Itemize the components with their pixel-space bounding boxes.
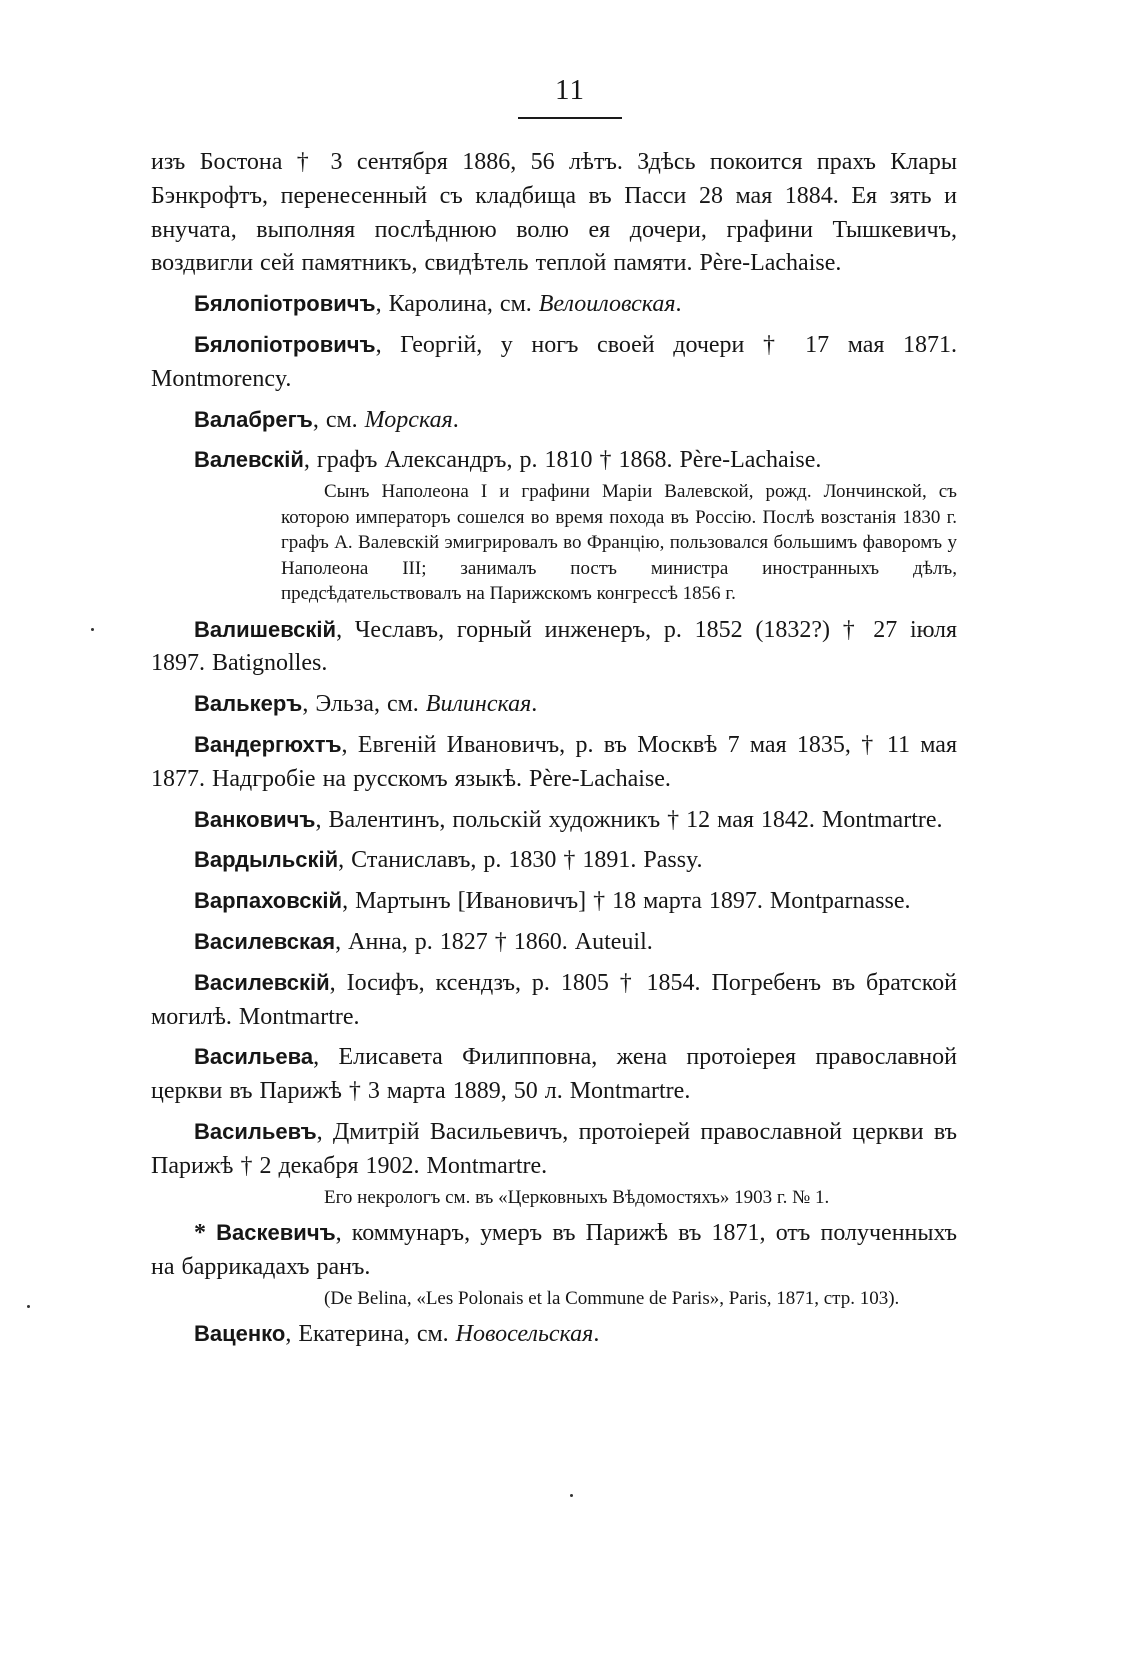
- entry-text: , Елисавета Филипповна, жена протоіерея православной церкви въ Парижѣ † 3 марта 1889, 50 л. Montmartre.: [151, 1044, 957, 1105]
- entry-text: , Валентинъ, польскій художникъ † 12 мая 1842. Montmartre.: [315, 806, 943, 833]
- entry-headword: Бялопіотровичъ: [194, 291, 376, 317]
- entry-tail: .: [593, 1321, 600, 1348]
- entry-text: , графъ Александръ, р. 1810 † 1868. Père-Lachaise.: [303, 447, 822, 474]
- entry-headword: Васкевичъ: [216, 1220, 336, 1246]
- entry-cross-reference: Вилинская: [425, 691, 532, 718]
- entry-headword: Валькеръ: [194, 691, 303, 717]
- entry-headword: Вардыльскій: [194, 847, 339, 873]
- entry-text: , Георгій, у ногъ своей дочери † 17 мая 1871. Montmorency.: [151, 331, 957, 392]
- entry-vanderguht: [151, 728, 957, 797]
- entry-vatsenko: [151, 1317, 957, 1352]
- entry-vasiliev: [151, 1115, 957, 1184]
- entry-headword: Валевскій: [194, 447, 304, 473]
- entry-headword: Бялопіотровичъ: [194, 331, 376, 357]
- entry-valabreg: [151, 403, 957, 438]
- entry-text: , коммунаръ, умеръ въ Парижѣ въ 1871, отъ полученныхъ на баррикадахъ ранъ.: [151, 1220, 958, 1280]
- continued-entry-text: изъ Бостона † 3 сентября 1886, 56 лѣтъ. Здѣсь покоится прахъ Клары Бэнкрофтъ, перенесенный съ кладбища въ Пасси 28 мая 1884. Ея зять и внучата, выполняя послѣднюю волю ея дочери, графини Тышкевичъ, воздвигли сей памятникъ, свидѣтель теплой памяти. Père-Lachaise.: [151, 149, 957, 277]
- page-body: [151, 146, 957, 1352]
- entry-text: , Анна, р. 1827 † 1860. Auteuil.: [335, 929, 653, 956]
- entry-headword: Валабрегъ: [194, 406, 313, 432]
- scan-speck: [27, 1305, 30, 1308]
- entry-warpachowski: [151, 884, 957, 919]
- entry-text: , Эльза, см.: [302, 691, 426, 718]
- entry-tail: .: [531, 691, 538, 718]
- entry-text: , Чеславъ, горный инженеръ, р. 1852 (1832?) † 27 іюля 1897. Batignolles.: [151, 616, 957, 677]
- scan-speck: [570, 1494, 573, 1497]
- entry-bialopiotrowicz-karolina: [151, 287, 957, 322]
- entry-walker: [151, 687, 957, 722]
- entry-wasilewski: [151, 966, 957, 1035]
- entry-text: , Каролина, см.: [375, 291, 539, 318]
- entry-text: , см.: [312, 406, 365, 433]
- entry-headword: Васильева: [194, 1044, 314, 1070]
- asterisk-mark: *: [194, 1220, 217, 1247]
- entry-cross-reference: Новосельская: [455, 1321, 594, 1348]
- entry-headword: Вандергюхтъ: [194, 732, 342, 758]
- entry-walewski: [151, 443, 957, 478]
- entry-headword: Ванковичъ: [194, 806, 316, 832]
- entry-note-walewski: Сынъ Наполеона I и графини Маріи Валевской, рожд. Лончинской, съ которою императоръ сошелся во время похода въ Россію. Послѣ возстанія 1830 г. графъ А. Валевскій эмигрировалъ во Францію, пользовался большимъ фаворомъ у Наполеона III; занималъ постъ министра иностранныхъ дѣлъ, предсѣдательствовалъ на Парижскомъ конгрессѣ 1856 г.: [281, 481, 957, 605]
- entry-headword: Ваценко: [194, 1321, 286, 1347]
- page-number-rule: [518, 117, 622, 119]
- entry-text: , Іосифъ, ксендзъ, р. 1805 † 1854. Погребенъ въ братской могилѣ. Montmartre.: [151, 969, 957, 1030]
- entry-headword: Василевскій: [194, 969, 330, 995]
- entry-tail: .: [675, 291, 682, 318]
- entry-wasilewska: [151, 925, 957, 960]
- scan-speck: [91, 628, 94, 631]
- entry-text: , Дмитрій Васильевичъ, протоіерей православной церкви въ Парижѣ † 2 декабря 1902. Montmartre.: [151, 1119, 957, 1179]
- entry-headword: Валишевскій: [194, 616, 337, 642]
- entry-waskiewicz: [151, 1216, 957, 1285]
- entry-waliszewski: [151, 613, 957, 682]
- entry-headword: Варпаховскій: [194, 888, 343, 914]
- entry-text: , Евгеній Ивановичъ, р. въ Москвѣ 7 мая 1835, † 11 мая 1877. Надгробіе на русскомъ языкѣ. Père-Lachaise.: [151, 732, 957, 792]
- entry-note-waskiewicz: (De Belina, «Les Polonais et la Commune de Paris», Paris, 1871, стр. 103).: [324, 1287, 900, 1309]
- entry-wankowicz: [151, 803, 957, 838]
- entry-cross-reference: Велоиловская: [538, 291, 676, 318]
- entry-wardylski: [151, 843, 957, 878]
- entry-tail: .: [452, 406, 459, 433]
- entry-headword: Василевская: [194, 929, 336, 955]
- page-number: 11: [555, 74, 585, 106]
- entry-text: , Станиславъ, р. 1830 † 1891. Passy.: [338, 847, 703, 874]
- entry-vasilieva: [151, 1040, 957, 1109]
- entry-bialopiotrowicz-georgiy: [151, 328, 957, 397]
- entry-text: , Мартынъ [Ивановичъ] † 18 марта 1897. Montparnasse.: [342, 888, 911, 915]
- entry-headword: Васильевъ: [194, 1119, 317, 1145]
- entry-text: , Екатерина, см.: [285, 1321, 456, 1348]
- entry-note-vasiliev: Его некрологъ см. въ «Церковныхъ Вѣдомостяхъ» 1903 г. № 1.: [324, 1186, 830, 1208]
- entry-cross-reference: Морская: [364, 406, 453, 433]
